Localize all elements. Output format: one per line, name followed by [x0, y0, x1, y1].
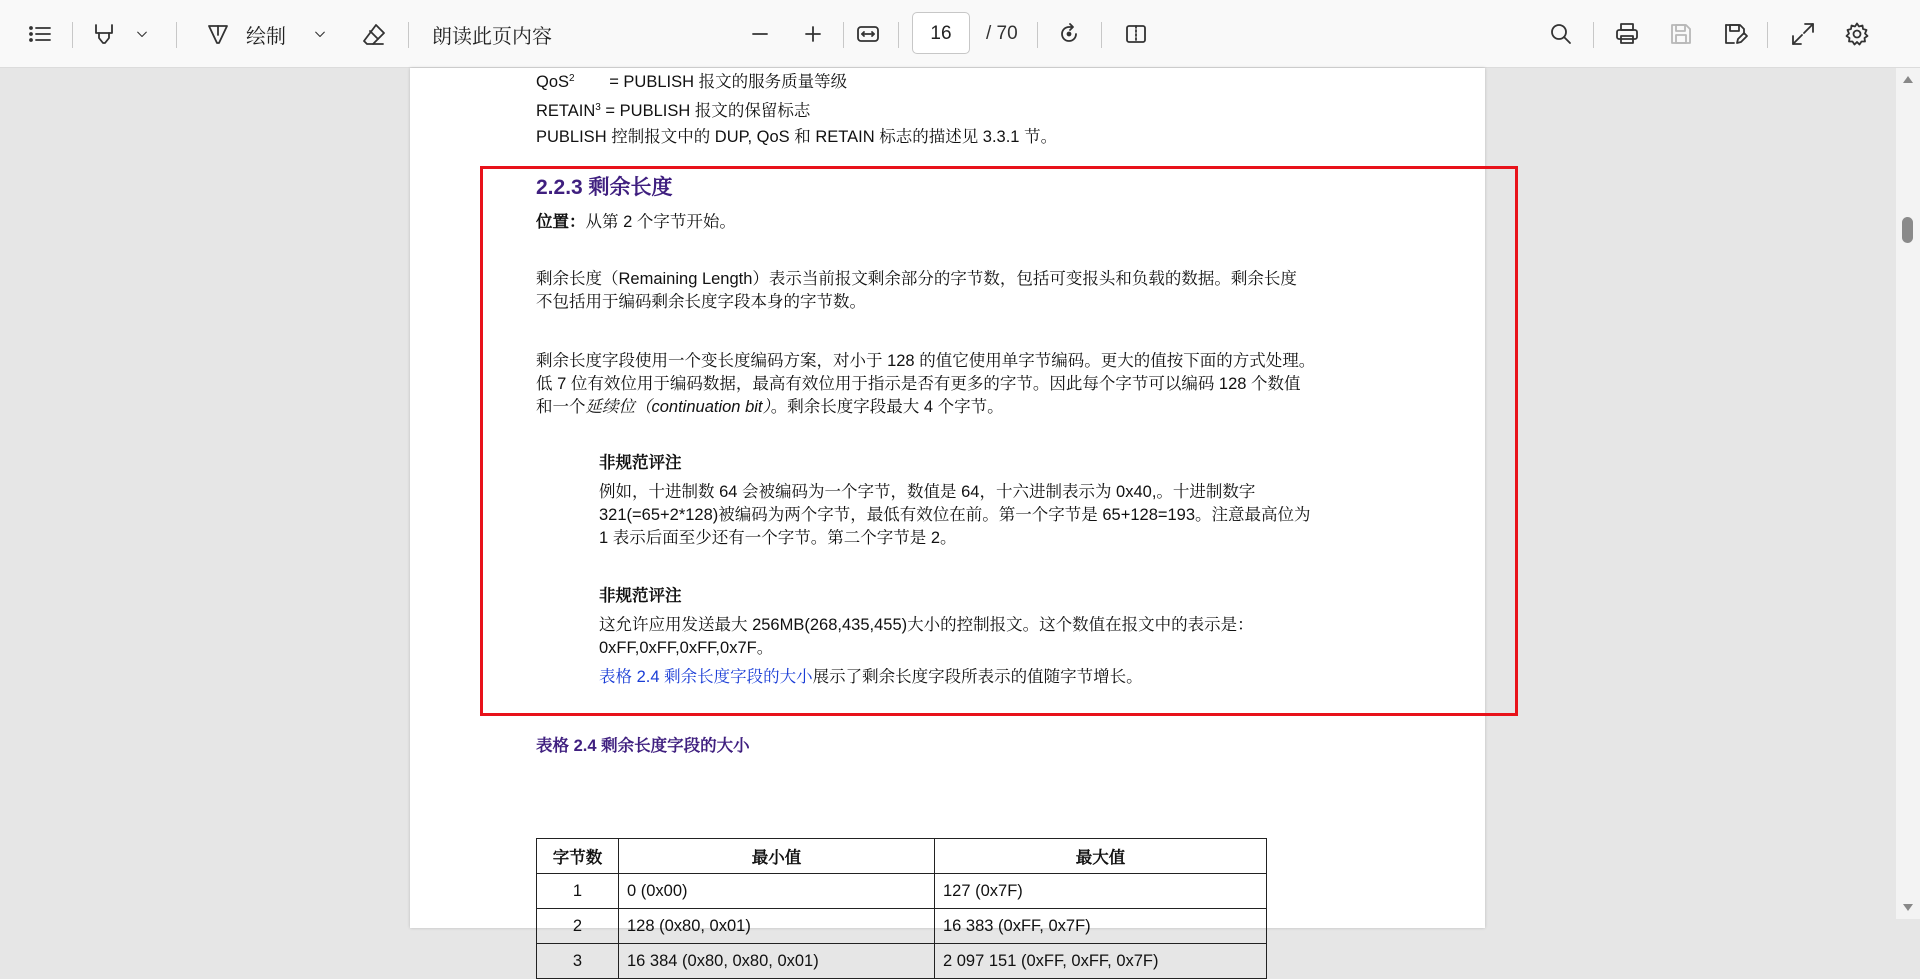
- scroll-up-arrow-icon[interactable]: [1903, 76, 1913, 83]
- paragraph-line: 低 7 位有效位用于编码数据，最高有效位用于指示是否有更多的字节。因此每个字节可以编码 128 个数值: [536, 375, 1301, 393]
- note-title: 非规范评注: [599, 587, 682, 605]
- flags-description: PUBLISH 控制报文中的 DUP, QoS 和 RETAIN 标志的描述见 3.3.1 节。: [536, 128, 1058, 146]
- toolbar-divider: [176, 22, 177, 48]
- continuation-bit-term: 延续位（continuation bit）: [585, 398, 771, 416]
- table-cell: 16 383 (0xFF, 0x7F): [935, 909, 1267, 944]
- note-text: 展示了剩余长度字段所表示的值随字节增长。: [812, 668, 1143, 686]
- paragraph-text: 。剩余长度字段最大 4 个字节。: [770, 398, 1004, 416]
- table-header-cell: 最大值: [935, 839, 1267, 874]
- qos-text: = PUBLISH 报文的服务质量等级: [609, 73, 848, 91]
- toolbar-divider: [408, 22, 409, 48]
- note-title: 非规范评注: [599, 454, 682, 472]
- fullscreen-icon[interactable]: [1785, 14, 1821, 54]
- paragraph-text: 和一个: [536, 398, 586, 416]
- table-cell: 1: [537, 874, 619, 909]
- table-row: [537, 909, 1267, 944]
- toolbar-divider: [1593, 22, 1594, 48]
- draw-label: 绘制: [246, 25, 286, 48]
- retain-text: = PUBLISH 报文的保留标志: [600, 102, 811, 120]
- qos-line: [536, 68, 847, 93]
- read-aloud-button[interactable]: [432, 14, 552, 54]
- paragraph-line: 不包括用于编码剩余长度字段本身的字节数。: [536, 293, 866, 311]
- footnote-ref[interactable]: 3: [595, 102, 601, 113]
- table-cell: 2 097 151 (0xFF, 0xFF, 0x7F): [935, 944, 1267, 979]
- toolbar-divider: [72, 22, 73, 48]
- table-header-cell: 字节数: [537, 839, 619, 874]
- table-cell: 127 (0x7F): [935, 874, 1267, 909]
- search-icon[interactable]: [1543, 14, 1579, 54]
- fit-width-icon[interactable]: [850, 14, 886, 54]
- note-line: 321(=65+2*128)被编码为两个字节，最低有效位在前。第一个字节是 65+128=193。注意最高位为: [599, 506, 1311, 524]
- eraser-icon[interactable]: [356, 14, 392, 54]
- table-cell: 0 (0x00): [619, 874, 935, 909]
- table-cell: 3: [537, 944, 619, 979]
- scrollbar-thumb[interactable]: [1902, 217, 1913, 243]
- note-line: 例如，十进制数 64 会被编码为一个字节，数值是 64，十六进制表示为 0x40,。十进制数字: [599, 483, 1256, 501]
- gear-icon[interactable]: [1839, 14, 1875, 54]
- paragraph-line: 剩余长度字段使用一个变长度编码方案，对小于 128 的值它使用单字节编码。更大的值按下面的方式处理。: [536, 352, 1316, 370]
- table-cell: 2: [537, 909, 619, 944]
- retain-label: RETAIN: [536, 102, 596, 120]
- chevron-down-icon[interactable]: [130, 14, 154, 54]
- toolbar-divider: [898, 22, 899, 48]
- scroll-down-arrow-icon[interactable]: [1903, 904, 1913, 911]
- read-aloud-label: 朗读此页内容: [432, 25, 552, 48]
- toolbar-divider: [1767, 22, 1768, 48]
- note-line: 这允许应用发送最大 256MB(268,435,455)大小的控制报文。这个数值在报文中的表示是：: [599, 616, 1254, 634]
- position-text: 从第 2 个字节开始。: [585, 213, 736, 231]
- pen-draw-icon[interactable]: [200, 14, 236, 54]
- page-total: / 70: [986, 23, 1018, 44]
- plus-icon[interactable]: [795, 14, 831, 54]
- toolbar-divider: [1101, 22, 1102, 48]
- position-label: 位置：: [536, 213, 586, 231]
- toolbar-divider: [843, 22, 844, 48]
- remaining-length-table: [536, 838, 1267, 979]
- footnote-ref[interactable]: 2: [569, 73, 575, 84]
- table-row: [537, 944, 1267, 979]
- highlighter-icon[interactable]: [86, 14, 122, 54]
- vertical-scrollbar[interactable]: [1896, 68, 1920, 919]
- toolbar-divider: [1037, 22, 1038, 48]
- paragraph-line: 剩余长度（Remaining Length）表示当前报文剩余部分的字节数，包括可变报头和负载的数据。剩余长度: [536, 270, 1297, 288]
- section-heading: 2.2.3 剩余长度: [536, 176, 673, 199]
- table-header-row: [537, 839, 1267, 874]
- table-cell: 16 384 (0x80, 0x80, 0x01): [619, 944, 935, 979]
- highlight-annotation-box[interactable]: [480, 166, 1518, 716]
- note-line: 0xFF,0xFF,0xFF,0x7F。: [599, 639, 774, 657]
- print-icon[interactable]: [1609, 14, 1645, 54]
- note-line: 1 表示后面至少还有一个字节。第二个字节是 2。: [599, 529, 957, 547]
- retain-line: [536, 97, 810, 122]
- table-caption: 表格 2.4 剩余长度字段的大小: [536, 737, 750, 755]
- save-as-icon[interactable]: [1717, 14, 1753, 54]
- rotate-icon[interactable]: [1051, 14, 1087, 54]
- table-reference-link[interactable]: 表格 2.4 剩余长度字段的大小: [599, 668, 813, 686]
- draw-button[interactable]: [246, 14, 286, 54]
- table-header-cell: 最小值: [619, 839, 935, 874]
- table-cell: 128 (0x80, 0x01): [619, 909, 935, 944]
- contents-list-icon[interactable]: [22, 14, 58, 54]
- chevron-down-icon[interactable]: [308, 14, 332, 54]
- minus-icon[interactable]: [742, 14, 778, 54]
- page-number-input[interactable]: 16: [912, 12, 970, 54]
- page-view-icon[interactable]: [1118, 14, 1154, 54]
- qos-label: QoS: [536, 73, 570, 91]
- pdf-toolbar: [0, 0, 1920, 68]
- save-icon[interactable]: [1663, 14, 1699, 54]
- table-row: [537, 874, 1267, 909]
